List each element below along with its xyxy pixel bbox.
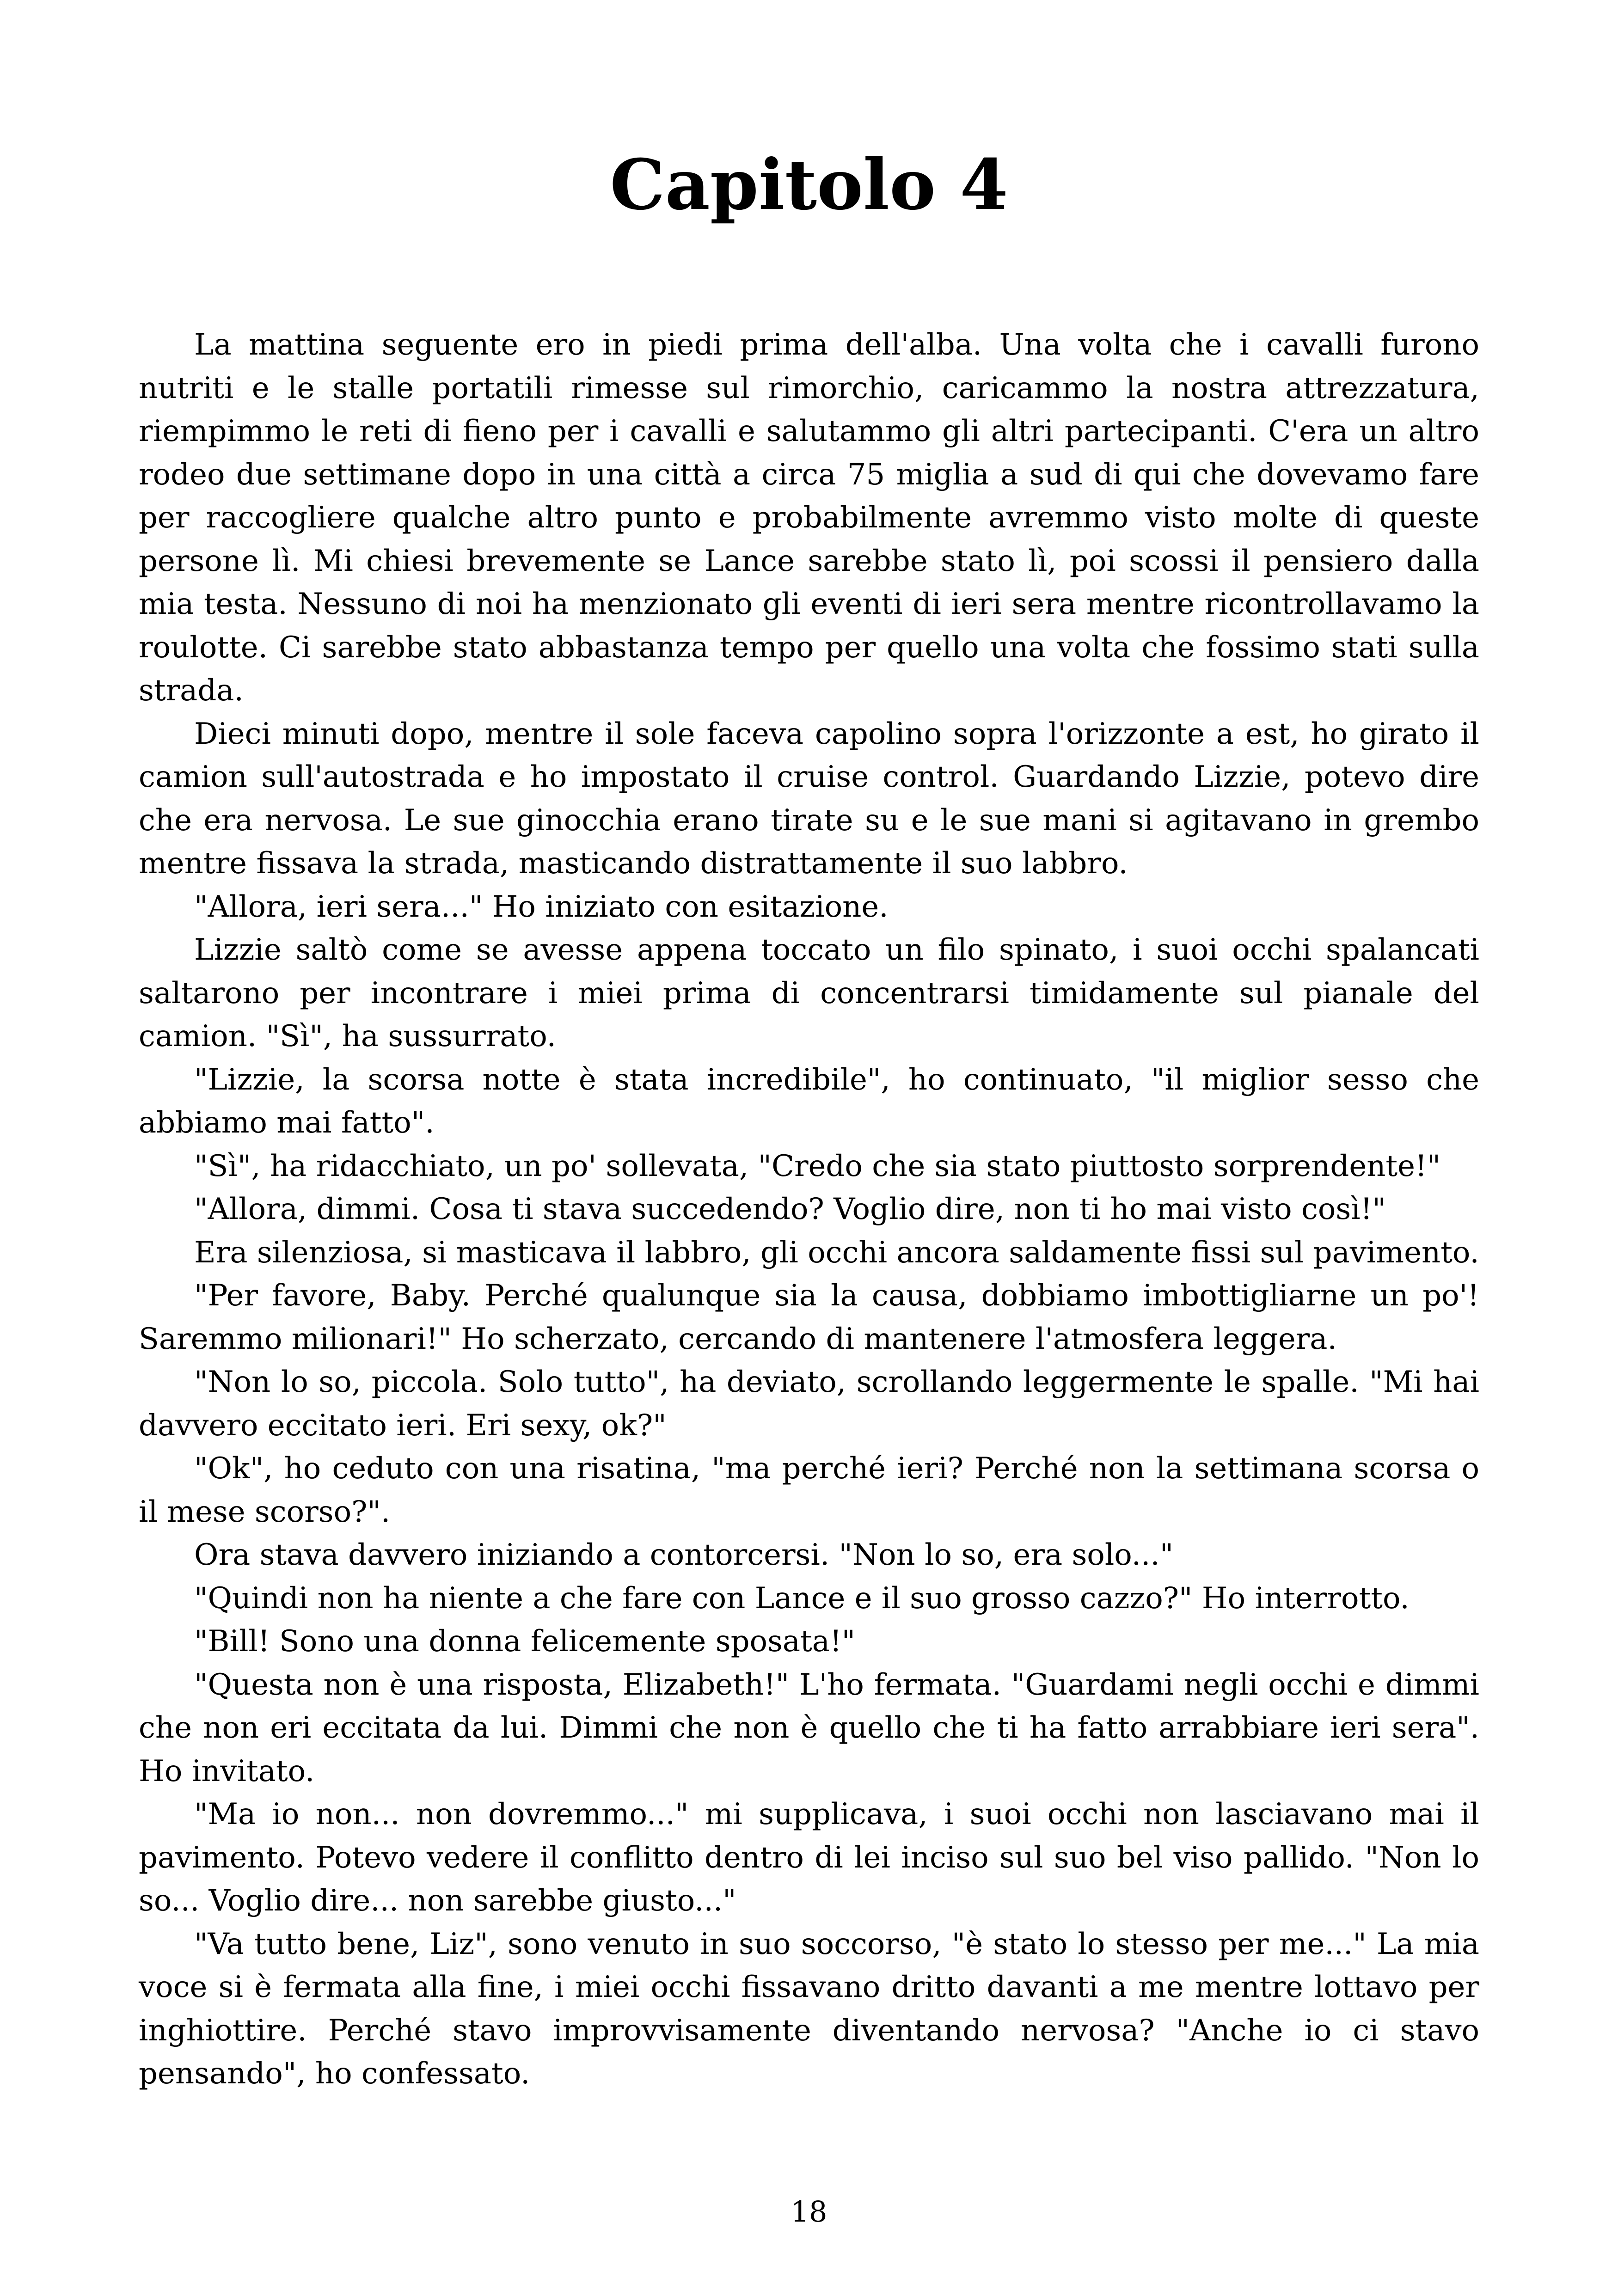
paragraph: "Sì", ha ridacchiato, un po' sollevata, "Credo che sia stato piuttosto sorprendente!" xyxy=(194,1149,1441,1183)
paragraph: "Non lo so, piccola. Solo tutto", ha deviato, scrollando leggermente le spalle. "Mi hai davvero eccitato ieri. Eri sexy, ok?" xyxy=(139,1365,1479,1443)
chapter-body xyxy=(139,324,1479,2096)
paragraph: Lizzie saltò come se avesse appena toccato un filo spinato, i suoi occhi spalancati saltarono per incontrare i miei prima di concentrarsi timidamente sul pianale del camion. "Sì", ha sussurrato. xyxy=(139,933,1479,1053)
paragraph: "Ok", ho ceduto con una risatina, "ma perché ieri? Perché non la settimana scorsa o il mese scorso?". xyxy=(139,1451,1479,1529)
paragraph: "Ma io non... non dovremmo..." mi supplicava, i suoi occhi non lasciavano mai il pavimento. Potevo vedere il conflitto dentro di lei inciso sul suo bel viso pallido. "Non lo so... Voglio dire... non sarebbe giusto..." xyxy=(139,1797,1479,1918)
paragraph: La mattina seguente ero in piedi prima dell'alba. Una volta che i cavalli furono nutriti e le stalle portatili rimesse sul rimorchio, caricammo la nostra attrezzatura, riempimmo le reti di fieno per i cavalli e salutammo gli altri partecipanti. C'era un altro rodeo due settimane dopo in una città a circa 75 miglia a sud di qui che dovevamo fare per raccogliere qualche altro punto e probabilmente avremmo visto molte di queste persone lì. Mi chiesi brevemente se Lance sarebbe stato lì, poi scossi il pensiero dalla mia testa. Nessuno di noi ha menzionato gli eventi di ieri sera mentre ricontrollavamo la roulotte. Ci sarebbe stato abbastanza tempo per quello una volta che fossimo stati sulla strada. xyxy=(139,328,1479,708)
paragraph: "Va tutto bene, Liz", sono venuto in suo soccorso, "è stato lo stesso per me..." La mia voce si è fermata alla fine, i miei occhi fissavano dritto davanti a me mentre lottavo per inghiottire. Perché stavo improvvisamente diventando nervosa? "Anche io ci stavo pensando", ho confessato. xyxy=(139,1927,1479,2091)
paragraph: Ora stava davvero iniziando a contorcersi. "Non lo so, era solo..." xyxy=(194,1538,1174,1572)
chapter-title: Capitolo 4 xyxy=(610,144,1008,226)
paragraph: "Quindi non ha niente a che fare con Lance e il suo grosso cazzo?" Ho interrotto. xyxy=(194,1581,1410,1616)
page-number: 18 xyxy=(791,2195,827,2229)
paragraph: "Bill! Sono una donna felicemente sposata!" xyxy=(194,1624,856,1659)
paragraph: "Questa non è una risposta, Elizabeth!" L'ho fermata. "Guardami negli occhi e dimmi che non eri eccitata da lui. Dimmi che non è quello che ti ha fatto arrabbiare ieri sera". Ho invitato. xyxy=(139,1667,1479,1788)
paragraph: "Per favore, Baby. Perché qualunque sia la causa, dobbiamo imbottigliarne un po'! Saremmo milionari!" Ho scherzato, cercando di mantenere l'atmosfera leggera. xyxy=(139,1279,1479,1356)
paragraph: Dieci minuti dopo, mentre il sole faceva capolino sopra l'orizzonte a est, ho girato il camion sull'autostrada e ho impostato il cruise control. Guardando Lizzie, potevo dire che era nervosa. Le sue ginocchia erano tirate su e le sue mani si agitavano in grembo mentre fissava la strada, masticando distrattamente il suo labbro. xyxy=(139,716,1479,881)
paragraph: "Allora, dimmi. Cosa ti stava succedendo? Voglio dire, non ti ho mai visto così!" xyxy=(194,1192,1386,1226)
paragraph: "Allora, ieri sera..." Ho iniziato con esitazione. xyxy=(194,889,889,924)
paragraph: "Lizzie, la scorsa notte è stata incredibile", ho continuato, "il miglior sesso che abbiamo mai fatto". xyxy=(139,1062,1479,1140)
paragraph: Era silenziosa, si masticava il labbro, gli occhi ancora saldamente fissi sul pavimento. xyxy=(194,1235,1479,1270)
